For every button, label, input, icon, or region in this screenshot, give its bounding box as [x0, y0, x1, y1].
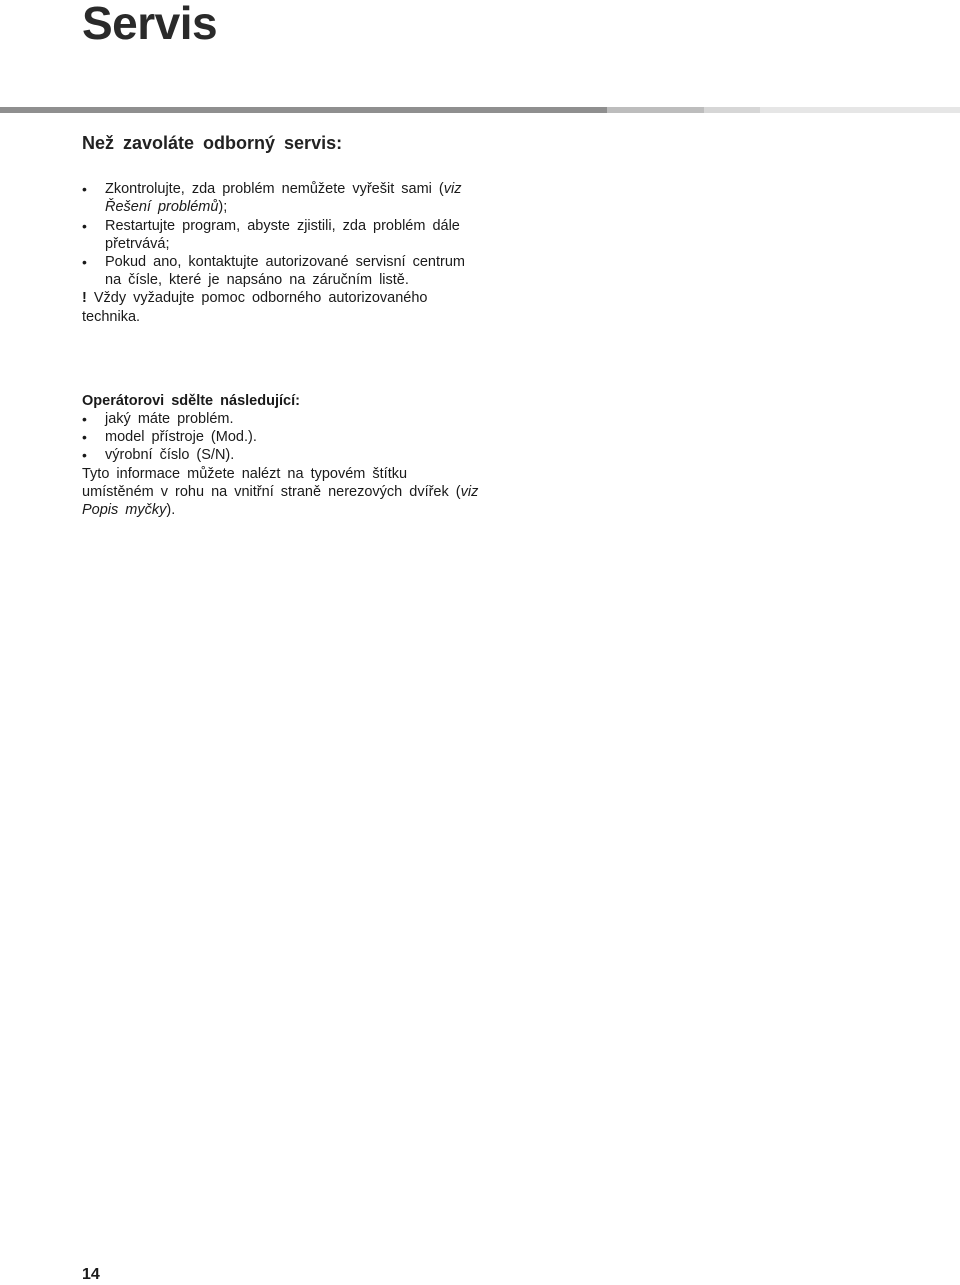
- warning-note: [82, 289, 482, 325]
- warning-text: Vždy vyžadujte pomoc odborného autorizovaného technika.: [82, 290, 428, 325]
- list-item: • jaký máte problém.: [82, 410, 482, 428]
- list-item: • Pokud ano, kontaktujte autorizované servisní centrum na čísle, které je napsáno na záručním listě.: [82, 253, 482, 289]
- operator-heading: Operátorovi sdělte následující:: [82, 392, 300, 409]
- list-item: • výrobní číslo (S/N).: [82, 446, 482, 464]
- header-bar-segment: [0, 107, 607, 113]
- section-heading: Než zavoláte odborný servis:: [82, 133, 343, 153]
- checklist: [82, 180, 482, 289]
- cross-reference: viz Popis myčky: [82, 483, 479, 519]
- list-item-text: Zkontrolujte, zda problém nemůžete vyřešit sami (: [105, 181, 444, 198]
- operator-list: [82, 410, 482, 465]
- cross-reference: viz Řešení problémů: [105, 181, 462, 216]
- page-title: Servis: [82, 0, 218, 49]
- list-item: • model přístroje (Mod.).: [82, 428, 482, 446]
- warning-mark: !: [82, 290, 87, 307]
- header-bar-segment: [760, 107, 960, 113]
- list-item: • Restartujte program, abyste zjistili, zda problém dále přetrvává;: [82, 217, 482, 253]
- list-item: [82, 180, 482, 216]
- info-text: ).: [166, 502, 176, 519]
- main-content: [82, 134, 482, 519]
- list-item-text: );: [218, 199, 228, 216]
- header-bar-segment: [704, 107, 760, 113]
- info-paragraph: [82, 465, 482, 520]
- operator-info-block: [82, 392, 482, 519]
- header-bar-segment: [607, 107, 704, 113]
- info-text: Tyto informace můžete nalézt na typovém štítku umístěném v rohu na vnitřní straně nerezových dvířek (: [82, 465, 461, 500]
- page-number: 14: [82, 1266, 100, 1283]
